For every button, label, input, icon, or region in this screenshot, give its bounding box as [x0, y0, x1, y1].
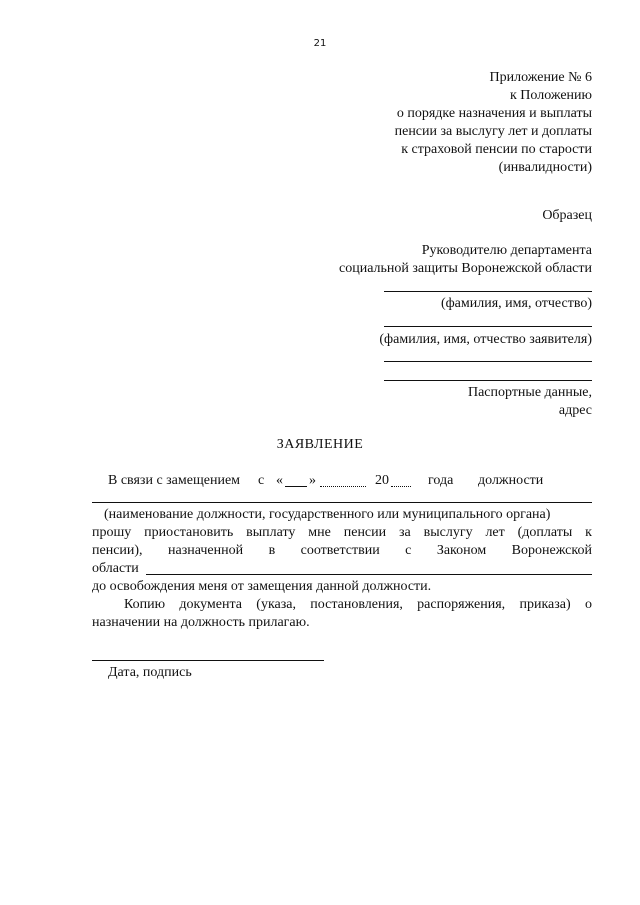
position-blank [92, 502, 592, 503]
appendix-line-2: к Положению [509, 88, 592, 103]
word: Копию [124, 597, 166, 612]
passport-blank-1 [384, 361, 592, 362]
region-blank [146, 574, 592, 575]
word: Воронежской [511, 543, 592, 558]
word: пенсии), [92, 543, 143, 558]
word: прошу [92, 525, 132, 540]
head-name-caption: (фамилия, имя, отчество) [440, 296, 592, 311]
copy-line-1 [124, 596, 592, 613]
word: к [585, 525, 592, 540]
appendix-line-5: к страховой пенсии по старости [401, 142, 592, 157]
word: (доплаты [517, 525, 573, 540]
applicant-name-blank [384, 326, 592, 327]
word: (указа, [256, 597, 296, 612]
word: выплату [246, 525, 296, 540]
body-intro: В связи с замещением [108, 473, 241, 488]
word: за [399, 525, 411, 540]
word: с [405, 543, 412, 558]
region-label: области [92, 561, 139, 576]
appendix-line-3: о порядке назначения и выплаты [396, 106, 592, 121]
body-prep: с [258, 473, 265, 488]
appendix-line-4: пенсии за выслугу лет и доплаты [394, 124, 592, 139]
page-number: 21 [313, 38, 327, 49]
appendix-line-1: Приложение № 6 [489, 70, 592, 85]
addressee-line-1: Руководителю департамента [421, 243, 592, 258]
body-line-3 [92, 524, 592, 541]
date-open-quote: « [276, 473, 283, 488]
word: приказа) [519, 597, 571, 612]
head-name-blank [384, 291, 592, 292]
year-blank [391, 486, 411, 487]
word: лет [485, 525, 505, 540]
signature-caption: Дата, подпись [108, 665, 192, 680]
word: пенсии [343, 525, 387, 540]
word: приостановить [144, 525, 234, 540]
word: мне [308, 525, 331, 540]
date-close-quote: » [309, 473, 316, 488]
signature-blank [92, 660, 324, 661]
copy-line-2: назначении на должность прилагаю. [92, 615, 310, 630]
word: о [584, 597, 592, 612]
day-blank [285, 486, 307, 487]
word: выслугу [423, 525, 473, 540]
document-title: ЗАЯВЛЕНИЕ [276, 437, 364, 452]
word: Законом [436, 543, 487, 558]
word: документа [179, 597, 242, 612]
applicant-name-caption: (фамилия, имя, отчество заявителя) [379, 332, 592, 347]
appendix-line-6: (инвалидности) [498, 160, 592, 175]
body-line-4 [92, 542, 592, 559]
position-word: должности [478, 473, 544, 488]
position-caption: (наименование должности, государственного или муниципального органа) [104, 507, 551, 522]
word: в [268, 543, 276, 558]
word: назначенной [168, 543, 244, 558]
word: постановления, [310, 597, 403, 612]
word: распоряжения, [417, 597, 506, 612]
sample-label: Образец [542, 208, 592, 223]
passport-blank-2 [384, 380, 592, 381]
word: соответствии [300, 543, 380, 558]
passport-caption: Паспортные данные, [467, 385, 592, 400]
body-line-6: до освобождения меня от замещения данной должности. [92, 579, 432, 594]
year-word: года [428, 473, 454, 488]
address-caption: адрес [558, 403, 592, 418]
year-prefix: 20 [375, 473, 389, 488]
month-blank [320, 486, 366, 487]
addressee-line-2: социальной защиты Воронежской области [339, 261, 592, 276]
